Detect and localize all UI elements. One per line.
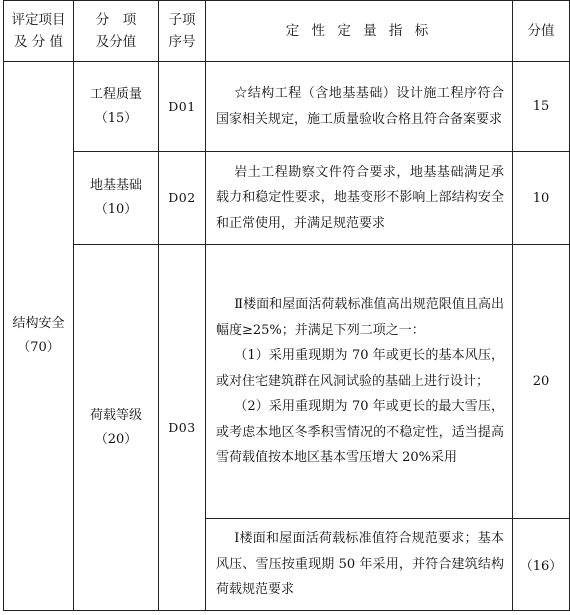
criteria-cell — [206, 152, 513, 245]
header-criteria — [206, 1, 513, 62]
table-row — [4, 62, 570, 152]
item-name: 荷载等级 — [89, 407, 142, 423]
item-code: D02 — [159, 152, 206, 245]
score-cell: 10 — [513, 152, 570, 245]
criteria-cell — [206, 245, 513, 519]
header-sub-item — [74, 1, 159, 62]
item-score: （15） — [94, 110, 138, 126]
category-name: 结构安全 — [12, 316, 65, 331]
evaluation-table — [3, 0, 570, 611]
header-code — [159, 1, 206, 62]
header-criteria-text: 定 性 定 量 指 标 — [285, 23, 433, 39]
table-row — [4, 245, 570, 519]
header-score-text: 分值 — [527, 23, 555, 39]
item-cell — [74, 152, 159, 245]
item-score: （10） — [94, 202, 138, 217]
criteria-paragraph: ☆结构工程（含地基基础）设计施工程序符合国家相关规定，施工质量验收合格且符合备案要求 — [216, 86, 504, 127]
item-cell — [74, 62, 159, 152]
header-sub-item-line1: 分 项 — [95, 12, 137, 28]
category-cell — [4, 62, 74, 611]
criteria-cell — [206, 519, 513, 611]
header-code-line2: 序号 — [168, 34, 196, 50]
item-cell — [74, 245, 159, 611]
score-cell: 20 — [513, 245, 570, 519]
header-evaluation-item — [4, 1, 74, 62]
criteria-paragraph: Ⅱ楼面和屋面活荷载标准值高出规范限值且高出幅度≥25%；并满足下列二项之一： — [216, 297, 504, 338]
header-sub-item-line2: 及分值 — [95, 34, 137, 50]
criteria-cell — [206, 62, 513, 152]
criteria-paragraph: （1）采用重现期为 70 年或更长的基本风压，或对住宅建筑群在风洞试验的基础上进行设计； — [216, 348, 504, 389]
criteria-paragraph: 岩土工程勘察文件符合要求，地基基础满足承载力和稳定性要求，地基变形不影响上部结构安全和正常使用，并满足规范要求 — [216, 164, 504, 231]
item-name: 地基基础 — [89, 178, 142, 193]
item-score: （20） — [94, 431, 138, 447]
table-row — [4, 152, 570, 245]
header-evaluation-item-line1: 评定项目 — [11, 12, 66, 28]
criteria-paragraph: （2）采用重现期为 70 年或更长的最大雪压，或考虑本地区冬季积雪情况的不稳定性，适当提高雪荷载值按本地区基本雪压增大 20%采用 — [216, 399, 504, 466]
category-score: （70） — [17, 340, 60, 355]
criteria-paragraph: Ⅰ楼面和屋面活荷载标准值符合规范要求；基本风压、雪压按重现期 50 年采用，并符合建筑结构荷载规范要求 — [216, 531, 504, 598]
score-cell: （16） — [513, 519, 570, 611]
header-score — [513, 1, 570, 62]
header-evaluation-item-line2: 及 分 值 — [13, 34, 64, 50]
header-row — [4, 1, 570, 62]
score-cell: 15 — [513, 62, 570, 152]
header-code-line1: 子项 — [168, 12, 196, 28]
item-code: D03 — [159, 245, 206, 611]
item-code: D01 — [159, 62, 206, 152]
item-name: 工程质量 — [89, 86, 142, 102]
